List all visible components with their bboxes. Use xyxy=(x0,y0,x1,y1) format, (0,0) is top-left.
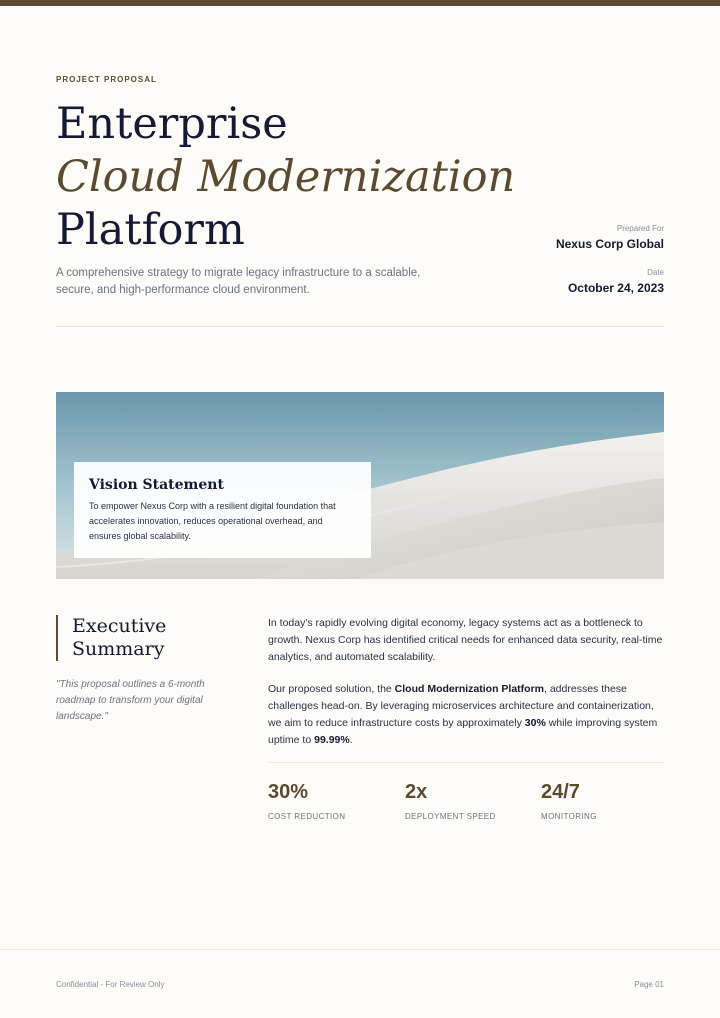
prepared-for-label: Prepared For xyxy=(616,224,664,233)
p2-text-3: while improving system uptime to xyxy=(268,717,658,746)
footer-divider xyxy=(0,949,720,950)
hero-image xyxy=(56,392,664,579)
stat-value: 2x xyxy=(405,781,428,803)
pull-quote: "This proposal outlines a 6-month roadmap to transform your digital landscape." xyxy=(56,679,205,722)
title-line-3: Platform xyxy=(56,205,245,255)
p2-text-1: Our proposed solution, the xyxy=(268,683,395,695)
stat-label: DEPLOYMENT SPEED xyxy=(405,812,496,821)
p2-text-2: , addresses these challenges head-on. By leveraging microservices architecture and containerization, we aim to reduce infrastructure costs by approximately xyxy=(268,683,654,729)
stat-cost-reduction xyxy=(268,781,345,821)
stat-value: 24/7 xyxy=(541,781,580,803)
top-accent-bar xyxy=(0,0,720,6)
executive-summary-title xyxy=(72,615,166,661)
title-line-2: Cloud Modernization xyxy=(56,152,516,202)
p2-text-4: . xyxy=(349,734,353,746)
summary-paragraph-1: In today's rapidly evolving digital economy, legacy systems act as a bottleneck to growth. Nexus Corp has identified critical needs for enhanced data security, real-time analytics, and automated scalability. xyxy=(268,617,663,663)
vision-statement-card xyxy=(74,462,371,558)
stat-label: COST REDUCTION xyxy=(268,812,346,821)
stat-label: MONITORING xyxy=(541,812,597,821)
stat-value: 30% xyxy=(268,781,309,803)
p2-bold-product: Cloud Modernization Platform xyxy=(394,683,544,695)
stat-monitoring xyxy=(541,781,597,821)
stats-divider xyxy=(268,762,664,763)
document-subtitle: A comprehensive strategy to migrate legacy infrastructure to a scalable, secure, and high-performance cloud environment. xyxy=(56,267,421,296)
date-value: October 24, 2023 xyxy=(567,281,664,295)
prepared-for-value: Nexus Corp Global xyxy=(555,237,664,251)
document-eyebrow: PROJECT PROPOSAL xyxy=(56,75,157,84)
date-block xyxy=(568,268,664,295)
section-accent-bar xyxy=(56,615,58,661)
header-divider xyxy=(56,326,664,327)
summary-paragraph-2 xyxy=(268,681,664,749)
stat-deployment-speed xyxy=(405,781,496,821)
vision-title: Vision Statement xyxy=(89,477,224,493)
p2-bold-uptime: 99.99% xyxy=(314,734,350,746)
prepared-for-block xyxy=(556,224,664,251)
p2-bold-savings: 30% xyxy=(524,717,546,729)
vision-text: To empower Nexus Corp with a resilient digital foundation that accelerates innovation, reduces operational overhead, and ensures global scalability. xyxy=(89,501,336,541)
confidential-notice: Confidential - For Review Only xyxy=(56,980,165,989)
date-label: Date xyxy=(647,268,664,277)
document-title xyxy=(56,98,515,257)
exec-title-line-1: Executive xyxy=(72,615,167,637)
exec-title-line-2: Summary xyxy=(72,638,165,660)
page-number: Page 01 xyxy=(634,980,664,989)
title-line-1: Enterprise xyxy=(56,99,288,149)
